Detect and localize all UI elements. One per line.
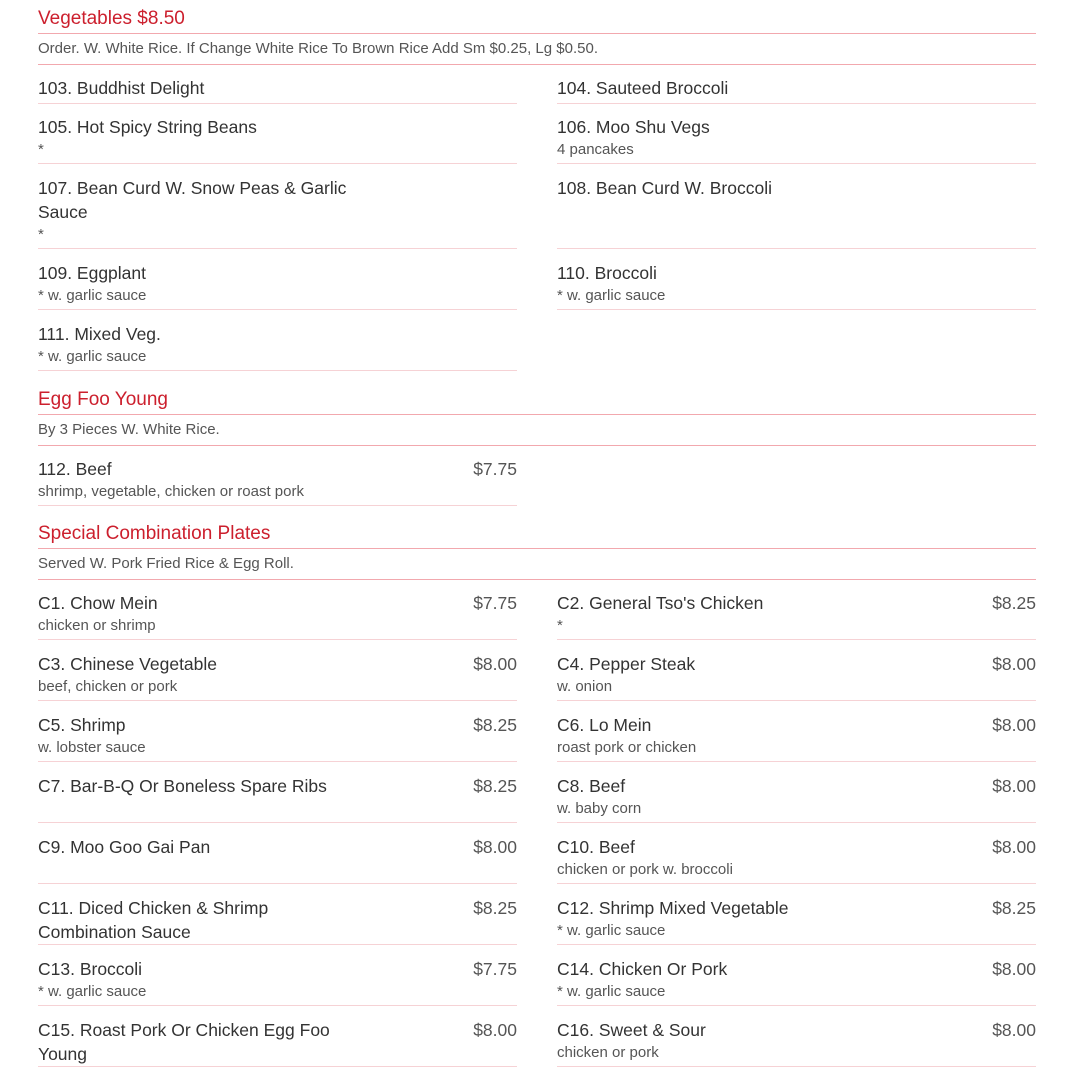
item-description: 4 pancakes	[557, 141, 634, 158]
item-name: C5. Shrimp	[38, 715, 126, 735]
menu-item[interactable]	[38, 1018, 517, 1067]
item-name: C4. Pepper Steak	[557, 654, 696, 674]
section-title: Egg Foo Young	[38, 389, 168, 410]
menu-item[interactable]	[38, 774, 517, 823]
item-price: $8.25	[992, 898, 1036, 918]
section-title: Vegetables $8.50	[38, 8, 185, 29]
item-name: 110. Broccoli	[557, 263, 657, 283]
item-description: chicken or pork	[557, 1044, 659, 1061]
item-name: 111. Mixed Veg.	[38, 324, 161, 344]
menu-item[interactable]	[557, 115, 1036, 164]
menu-item[interactable]	[557, 76, 1036, 104]
item-name: 109. Eggplant	[38, 263, 147, 283]
item-name: C10. Beef	[557, 837, 635, 857]
item-price: $7.75	[473, 459, 517, 479]
item-name: 108. Bean Curd W. Broccoli	[557, 178, 772, 198]
menu-item[interactable]	[38, 957, 517, 1006]
item-name: C8. Beef	[557, 776, 626, 796]
item-name: 105. Hot Spicy String Beans	[38, 117, 257, 137]
menu-item[interactable]	[38, 261, 517, 310]
item-description: w. onion	[557, 678, 613, 695]
section-note: By 3 Pieces W. White Rice.	[38, 414, 1036, 446]
item-description: w. lobster sauce	[38, 739, 146, 756]
item-description: w. baby corn	[557, 800, 642, 817]
item-description: * w. garlic sauce	[38, 983, 147, 1000]
menu-item[interactable]	[557, 713, 1036, 762]
menu-item[interactable]	[557, 896, 1036, 945]
item-name: C15. Roast Pork Or Chicken Egg Foo Young	[38, 1020, 330, 1064]
item-name: 103. Buddhist Delight	[38, 78, 205, 98]
item-price: $8.25	[473, 715, 517, 735]
item-price: $8.00	[473, 1020, 517, 1040]
item-name: 112. Beef	[38, 459, 112, 479]
item-price: $8.25	[473, 898, 517, 918]
item-price: $7.75	[473, 959, 517, 979]
item-name: C9. Moo Goo Gai Pan	[38, 837, 211, 857]
item-price: $7.75	[473, 593, 517, 613]
item-description: *	[38, 141, 44, 158]
section-note: Served W. Pork Fried Rice & Egg Roll.	[38, 548, 1036, 580]
item-price: $8.00	[473, 654, 517, 674]
menu-item[interactable]	[557, 591, 1036, 640]
item-name: C16. Sweet & Sour	[557, 1020, 706, 1040]
menu-item[interactable]	[38, 115, 517, 164]
menu-item[interactable]	[38, 896, 517, 945]
item-name: C1. Chow Mein	[38, 593, 158, 613]
menu-item[interactable]	[557, 774, 1036, 823]
item-name: C6. Lo Mein	[557, 715, 652, 735]
item-price: $8.25	[992, 593, 1036, 613]
item-name: C14. Chicken Or Pork	[557, 959, 728, 979]
item-name: C11. Diced Chicken & Shrimp Combination Sauce	[38, 898, 269, 942]
menu-item[interactable]	[38, 835, 517, 884]
item-price: $8.00	[992, 654, 1036, 674]
menu-item[interactable]	[38, 713, 517, 762]
menu-item[interactable]	[557, 652, 1036, 701]
item-name: C13. Broccoli	[38, 959, 143, 979]
section-vegetables	[38, 8, 1036, 374]
item-price: $8.25	[473, 776, 517, 796]
item-description: *	[38, 226, 44, 243]
menu-item[interactable]	[38, 591, 517, 640]
section-egg-foo-young	[38, 389, 1036, 509]
item-name: 107. Bean Curd W. Snow Peas & Garlic Sauce	[38, 178, 347, 222]
menu-item[interactable]	[557, 176, 1036, 249]
item-name: C2. General Tso's Chicken	[557, 593, 764, 613]
item-price: $8.00	[992, 837, 1036, 857]
item-description: * w. garlic sauce	[38, 348, 147, 365]
section-title: Special Combination Plates	[38, 523, 271, 544]
menu-item[interactable]	[38, 457, 517, 506]
menu-item[interactable]	[38, 652, 517, 701]
item-description: chicken or shrimp	[38, 617, 156, 634]
item-description: beef, chicken or pork	[38, 678, 178, 695]
menu-item[interactable]	[557, 261, 1036, 310]
menu-item[interactable]	[557, 835, 1036, 884]
item-description: * w. garlic sauce	[38, 287, 147, 304]
item-description: shrimp, vegetable, chicken or roast pork	[38, 483, 304, 500]
item-name: 104. Sauteed Broccoli	[557, 78, 729, 98]
item-price: $8.00	[992, 715, 1036, 735]
section-note: Order. W. White Rice. If Change White Rice To Brown Rice Add Sm $0.25, Lg $0.50.	[38, 33, 1036, 65]
menu-item[interactable]	[38, 76, 517, 104]
section-special-combination-plates	[38, 523, 1036, 1080]
item-description: roast pork or chicken	[557, 739, 697, 756]
item-name: C12. Shrimp Mixed Vegetable	[557, 898, 789, 918]
menu-item[interactable]	[38, 322, 517, 371]
item-price: $8.00	[473, 837, 517, 857]
item-price: $8.00	[992, 959, 1036, 979]
menu-item[interactable]	[38, 176, 517, 249]
item-price: $8.00	[992, 1020, 1036, 1040]
item-description: chicken or pork w. broccoli	[557, 861, 733, 878]
item-description: *	[557, 617, 563, 634]
item-name: C3. Chinese Vegetable	[38, 654, 218, 674]
menu-item[interactable]	[557, 957, 1036, 1006]
item-description: * w. garlic sauce	[557, 922, 666, 939]
item-description: * w. garlic sauce	[557, 983, 666, 1000]
item-name: 106. Moo Shu Vegs	[557, 117, 710, 137]
item-name: C7. Bar-B-Q Or Boneless Spare Ribs	[38, 776, 327, 796]
item-description: * w. garlic sauce	[557, 287, 666, 304]
item-price: $8.00	[992, 776, 1036, 796]
menu-item[interactable]	[557, 1018, 1036, 1067]
